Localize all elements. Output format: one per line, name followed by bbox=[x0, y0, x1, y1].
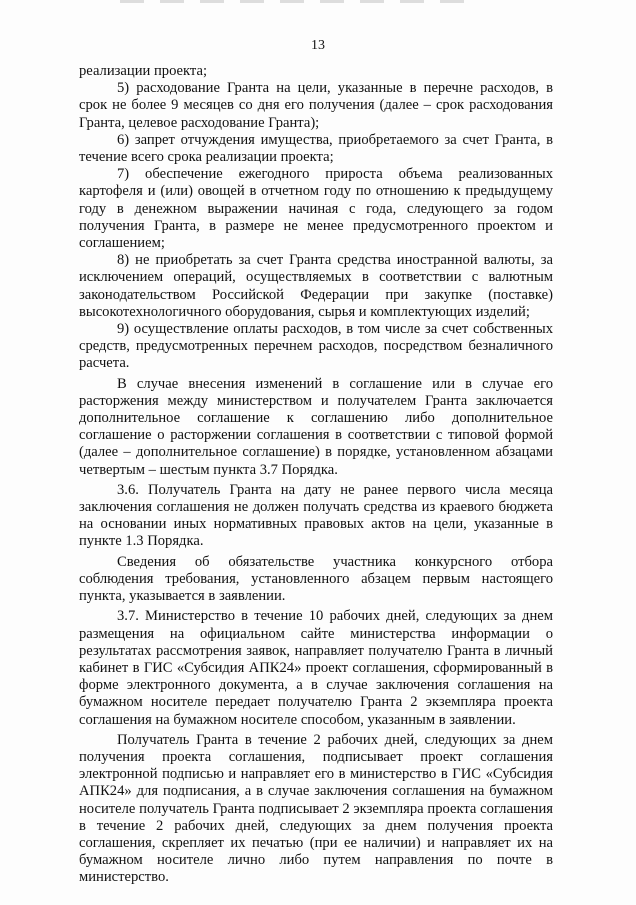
paragraph-item-7: 7) обеспечение ежегодного прироста объема реализованных картофеля и (или) овощей в отчетном году по отношению к предыдущему году в денежном выражении начиная с года, следующего за годом получения Гранта, в размере не менее предусмотренного проектом и соглашением; bbox=[79, 166, 553, 252]
paragraph-item-6: 6) запрет отчуждения имущества, приобретаемого за счет Гранта, в течение всего срока реализации проекта; bbox=[79, 131, 553, 166]
paragraph-item-8: 8) не приобретать за счет Гранта средства иностранной валюты, за исключением операций, осуществляемых в соответствии с валютным законодательством Российской Федерации при закупке (поставке) высокотехнологичного оборудования, сырья и комплектующих изделий; bbox=[79, 252, 553, 320]
paragraph-obligation: Сведения об обязательстве участника конкурсного отбора соблюдения требования, установленного абзацем первым настоящего пункта, указывается в заявлении. bbox=[79, 553, 553, 605]
scan-artifact bbox=[120, 0, 480, 3]
paragraph-3-7: 3.7. Министерство в течение 10 рабочих дней, следующих за днем размещения на официальном сайте министерства информации о результатах рассмотрения заявок, направляет получателю Гранта в личный кабинет в ГИС «Субсидия АПК24» проект соглашения, сформированный в форме электронного документа, а в случае заключения соглашения на бумажном носителе передает получателю Гранта 2 экземпляра проекта соглашения на бумажном носителе способом, указанным в заявлении. bbox=[79, 608, 553, 728]
paragraph-amendments: В случае внесения изменений в соглашение или в случае его расторжения между министерством и получателем Гранта заключается дополнительное соглашение к соглашению либо дополнительное соглашение о расторжении соглашения в соответствии с типовой формой (далее – дополнительное соглашение) в порядке, установленном абзацами четвертым – шестым пункта 3.7 Порядка. bbox=[79, 375, 553, 478]
paragraph-item-5: 5) расходование Гранта на цели, указанные в перечне расходов, в срок не более 9 месяцев со дня его получения (далее – срок расходования Гранта, целевое расходование Гранта); bbox=[79, 80, 553, 131]
page-number: 13 bbox=[311, 38, 325, 53]
paragraph-item-9: 9) осуществление оплаты расходов, в том числе за счет собственных средств, предусмотренных перечнем расходов, посредством безналичного расчета. bbox=[79, 321, 553, 372]
paragraph-continuation: реализации проекта; bbox=[79, 63, 208, 79]
document-body bbox=[79, 63, 553, 887]
paragraph-signing: Получатель Гранта в течение 2 рабочих дней, следующих за днем получения проекта соглашения, подписывает проект соглашения электронной подписью и направляет его в министерство в ГИС «Субсидия АПК24» для подписания, а в случае заключения соглашения на бумажном носителе получатель Гранта подписывает 2 экземпляра проекта соглашения в течение 2 рабочих дней, следующих за днем получения проекта соглашения, скрепляет их печатью (при ее наличии) и направляет их на бумажном носителе лично либо путем направления по почте в министерство. bbox=[79, 731, 553, 886]
paragraph-3-6: 3.6. Получатель Гранта на дату не ранее первого числа месяца заключения соглашения не должен получать средства из краевого бюджета на основании иных нормативных правовых актов на цели, указанные в пункте 1.3 Порядка. bbox=[79, 481, 553, 550]
